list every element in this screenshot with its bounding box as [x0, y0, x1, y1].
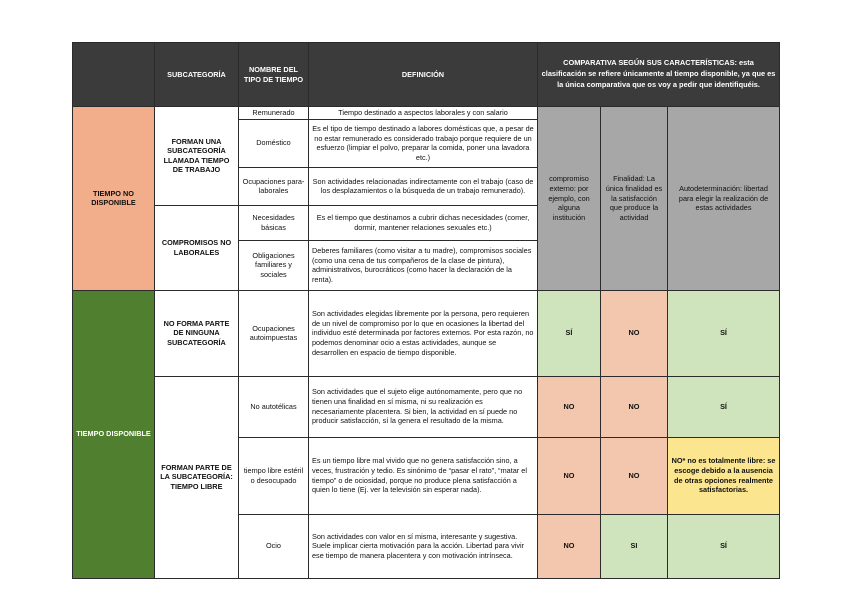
- table-row: [73, 376, 780, 437]
- header-row: [73, 43, 780, 107]
- compare-value-autodeterminacion: SÍ: [668, 514, 780, 578]
- type-definition: Es un tiempo libre mal vivido que no genera satisfacción sino, a veces, frustración y tedio. Es sinónimo de “pasar el rato”, “matar el tiempo” o de ociosidad, porque no produce plena satisfacción a quien lo tiene (Ej. ver la televisión sin esperar nada).: [309, 437, 538, 514]
- type-definition: Son actividades con valor en sí misma, interesante y sugestiva. Suele implicar cierta motivación para la acción. Libertad para vivir ese tiempo de manera placentera y con motivación intrínseca.: [309, 514, 538, 578]
- type-name: Ocupaciones para-laborales: [239, 167, 309, 205]
- table-row: [73, 290, 780, 376]
- compare-value-finalidad: SI: [601, 514, 668, 578]
- compare-header-finalidad: Finalidad: La única finalidad es la satisfacción que produce la actividad: [601, 107, 668, 291]
- type-name: Remunerado: [239, 107, 309, 120]
- compare-value-compromiso: NO: [538, 376, 601, 437]
- compare-value-compromiso: NO: [538, 437, 601, 514]
- type-name: tiempo libre estéril o desocupado: [239, 437, 309, 514]
- type-name: Obligaciones familiares y sociales: [239, 240, 309, 290]
- group-tiempo-disponible: TIEMPO DISPONIBLE: [73, 290, 155, 578]
- header-definicion: DEFINICIÓN: [309, 43, 538, 107]
- type-name: Doméstico: [239, 119, 309, 167]
- compare-value-compromiso: NO: [538, 514, 601, 578]
- compare-header-compromiso: compromiso externo: por ejemplo, con alguna institución: [538, 107, 601, 291]
- compare-value-autodeterminacion: SÍ: [668, 290, 780, 376]
- type-definition: Es el tipo de tiempo destinado a labores domésticas que, a pesar de no estar remunerado es considerado trabajo porque requiere de un esfuerzo (limpiar el polvo, preparar la comida, poner una lavadora etc.): [309, 119, 538, 167]
- type-name: No autotélicas: [239, 376, 309, 437]
- type-name: Ocupaciones autoimpuestas: [239, 290, 309, 376]
- type-definition: Deberes familiares (como visitar a tu madre), compromisos sociales (como una cena de tus compañeros de la clase de pintura), administrativos, burocráticos (como hacer la declaración de la renta).: [309, 240, 538, 290]
- compare-value-finalidad: NO: [601, 290, 668, 376]
- compare-value-autodeterminacion: NO* no es totalmente libre: se escoge debido a la ausencia de otras opciones realmente satisfactorias.: [668, 437, 780, 514]
- header-subcategoria: SUBCATEGORÍA: [155, 43, 239, 107]
- type-definition: Son actividades elegidas libremente por la persona, pero requieren de un nivel de compromiso por lo que en ocasiones la libertad del individuo esté determinada por factores externos. Por esta razón, no podemos denominar ocio a estas actividades, aunque se desarrollen en espacio de tiempo disponible.: [309, 290, 538, 376]
- header-empty-cell: [73, 43, 155, 107]
- type-definition: Son actividades relacionadas indirectamente con el trabajo (caso de los desplazamientos o la búsqueda de un trabajo remunerado).: [309, 167, 538, 205]
- type-name: Ocio: [239, 514, 309, 578]
- compare-header-autodeterminacion: Autodeterminación: libertad para elegir la realización de estas actividades: [668, 107, 780, 291]
- table-row: [73, 107, 780, 120]
- subcategory-tiempo-de-trabajo: FORMAN UNA SUBCATEGORÍA LLAMADA TIEMPO DE TRABAJO: [155, 107, 239, 206]
- type-definition: Son actividades que el sujeto elige autónomamente, pero que no tienen una finalidad en sí misma, ni su realización es necesariamente placentera. Si bien, la actividad en sí puede no producir satisfacción, sí la genera el resultado de la misma.: [309, 376, 538, 437]
- subcategory-tiempo-libre: FORMAN PARTE DE LA SUBCATEGORÍA: TIEMPO LIBRE: [155, 376, 239, 578]
- subcategory-compromisos-no-laborales: COMPROMISOS NO LABORALES: [155, 205, 239, 290]
- compare-value-finalidad: NO: [601, 437, 668, 514]
- type-definition: Tiempo destinado a aspectos laborales y con salario: [309, 107, 538, 120]
- subcategory-ninguna: NO FORMA PARTE DE NINGUNA SUBCATEGORÍA: [155, 290, 239, 376]
- type-definition: Es el tiempo que destinamos a cubrir dichas necesidades (comer, dormir, mantener relaciones sexuales etc.): [309, 205, 538, 240]
- compare-value-compromiso: SÍ: [538, 290, 601, 376]
- header-comparativa: COMPARATIVA SEGÚN SUS CARACTERÍSTICAS: esta clasificación se refiere únicamente al tiempo disponible, ya que es la única comparativa que os voy a pedir que identifiquéis.: [538, 43, 780, 107]
- type-name: Necesidades básicas: [239, 205, 309, 240]
- compare-value-autodeterminacion: SÍ: [668, 376, 780, 437]
- compare-value-finalidad: NO: [601, 376, 668, 437]
- header-nombre: NOMBRE DEL TIPO DE TIEMPO: [239, 43, 309, 107]
- time-classification-table: [72, 42, 780, 579]
- group-tiempo-no-disponible: TIEMPO NO DISPONIBLE: [73, 107, 155, 291]
